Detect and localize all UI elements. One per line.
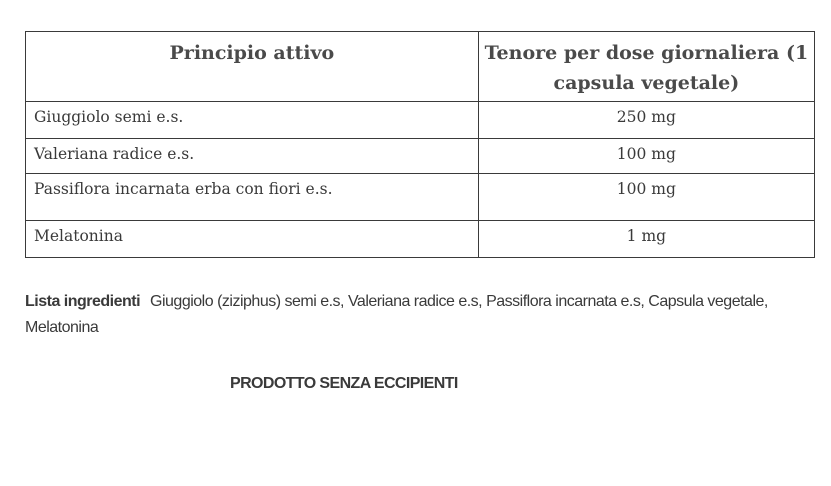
composition-table (25, 31, 815, 258)
row-ingredient-value: 100 mg (478, 174, 814, 221)
no-excipients-note: PRODOTTO SENZA ECCIPIENTI (230, 375, 458, 392)
row-ingredient-value: 100 mg (478, 139, 814, 174)
table-header-row (26, 32, 815, 102)
table-row (26, 174, 815, 221)
ingredients-label: Lista ingredienti (25, 293, 141, 310)
header-active-ingredient: Principio attivo (26, 32, 479, 102)
row-ingredient-name: Valeriana radice e.s. (26, 139, 479, 174)
row-ingredient-value: 1 mg (478, 221, 814, 258)
header-daily-dose: Tenore per dose giornaliera (1 capsula vegetale) (478, 32, 814, 102)
ingredients-paragraph (25, 289, 815, 341)
table-row (26, 221, 815, 258)
ingredients-text: Giuggiolo (ziziphus) semi e.s, Valeriana radice e.s, Passiflora incarnata e.s, Capsula vegetale, Melatonina (25, 293, 768, 336)
table-row (26, 102, 815, 139)
row-ingredient-name: Passiflora incarnata erba con fiori e.s. (26, 174, 479, 221)
row-ingredient-name: Giuggiolo semi e.s. (26, 102, 479, 139)
row-ingredient-value: 250 mg (478, 102, 814, 139)
row-ingredient-name: Melatonina (26, 221, 479, 258)
table-row (26, 139, 815, 174)
